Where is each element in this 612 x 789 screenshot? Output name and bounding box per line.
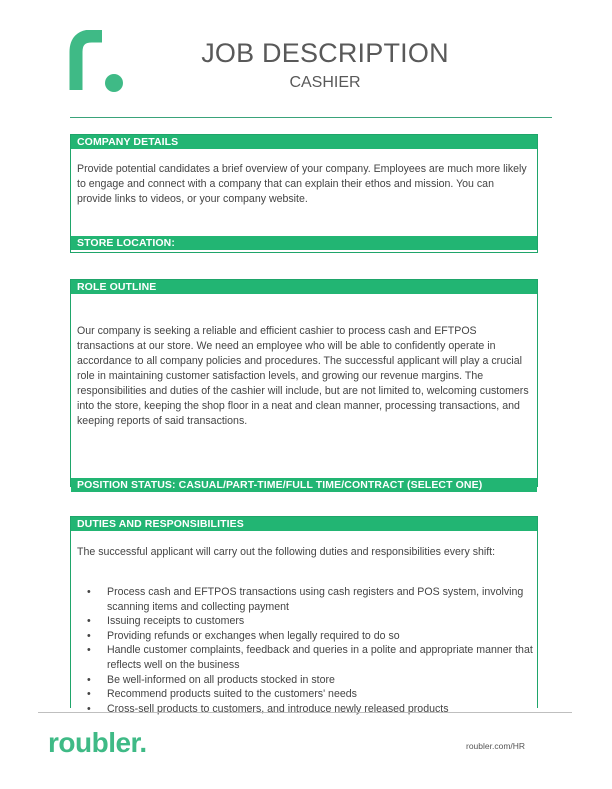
role-outline-section xyxy=(70,279,538,491)
duties-list xyxy=(71,585,537,716)
company-details-body: Provide potential candidates a brief overview of your company. Employees are much more likely to engage and connect with a company that can explain their ethos and mission. You can provide links to videos, or your company website. xyxy=(77,163,527,205)
list-item: • Be well-informed on all products stocked in store xyxy=(71,673,537,688)
list-item: • Handle customer complaints, feedback and queries in a polite and appropriate manner that reflects well on the business xyxy=(71,643,537,672)
store-location-label: STORE LOCATION: xyxy=(71,236,537,250)
list-item: • Providing refunds or exchanges when legally required to do so xyxy=(71,629,537,644)
duties-heading: DUTIES AND RESPONSIBILITIES xyxy=(71,517,537,531)
duties-section xyxy=(70,516,538,715)
role-outline-body: Our company is seeking a reliable and efficient cashier to process cash and EFTPOS transactions at our store. We need an employee who will be able to confidently operate in accordance to all company policies and procedures. The successful applicant will play a crucial role in maintaining customer satisfaction levels, and growing our revenue margins. The responsibilities and duties of the cashier will include, but are not limited to, welcoming customers into the store, keeping the shop floor in a neat and clean manner, processing transactions, and keeping reports of said transactions. xyxy=(77,325,529,427)
roubler-logo-mark-icon xyxy=(68,30,128,94)
footer-divider xyxy=(38,712,572,713)
duties-intro: The successful applicant will carry out the following duties and responsibilities every shift: xyxy=(77,546,496,558)
position-status-label: POSITION STATUS: CASUAL/PART-TIME/FULL TIME/CONTRACT (SELECT ONE) xyxy=(71,478,537,492)
company-details-section xyxy=(70,134,538,253)
list-item: • Process cash and EFTPOS transactions using cash registers and POS system, involving scanning items and collecting payment xyxy=(71,585,537,614)
company-details-heading: COMPANY DETAILS xyxy=(71,135,537,149)
page-title: JOB DESCRIPTION xyxy=(201,38,449,68)
page-subtitle: CASHIER xyxy=(289,74,361,91)
list-item: • Recommend products suited to the customers' needs xyxy=(71,687,537,702)
footer-brand-logo: roubler. xyxy=(48,727,147,758)
role-outline-heading: ROLE OUTLINE xyxy=(71,280,537,294)
list-item: • Cross-sell products to customers, and introduce newly released products xyxy=(71,702,537,717)
footer-url: roubler.com/HR xyxy=(466,741,526,751)
list-item: • Issuing receipts to customers xyxy=(71,614,537,629)
header-divider xyxy=(70,117,552,118)
